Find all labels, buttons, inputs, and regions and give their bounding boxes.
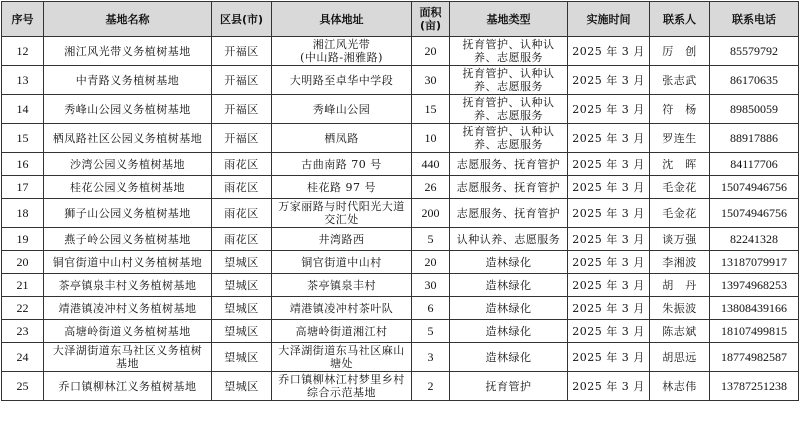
cell-phone: 88917886 <box>710 124 799 153</box>
cell-area: 30 <box>412 66 450 95</box>
cell-contact: 罗连生 <box>650 124 710 153</box>
cell-address: 桂花路 97 号 <box>272 176 412 199</box>
header-address: 具体地址 <box>272 2 412 37</box>
cell-no: 25 <box>2 372 44 401</box>
cell-name: 铜官街道中山村义务植树基地 <box>44 251 212 274</box>
cell-address: 高塘岭街道湘江村 <box>272 320 412 343</box>
cell-contact: 沈 晖 <box>650 153 710 176</box>
cell-name: 大泽湖街道东马社区义务植树 基地 <box>44 343 212 372</box>
cell-phone: 82241328 <box>710 228 799 251</box>
cell-area: 440 <box>412 153 450 176</box>
cell-time: 2025 年 3 月 <box>568 37 650 66</box>
cell-district: 望城区 <box>212 274 272 297</box>
header-phone: 联系电话 <box>710 2 799 37</box>
cell-no: 13 <box>2 66 44 95</box>
header-type: 基地类型 <box>450 2 568 37</box>
header-row <box>2 2 799 37</box>
cell-area: 10 <box>412 124 450 153</box>
cell-phone: 84117706 <box>710 153 799 176</box>
cell-name: 中青路义务植树基地 <box>44 66 212 95</box>
cell-no: 20 <box>2 251 44 274</box>
cell-type: 造林绿化 <box>450 251 568 274</box>
cell-address: 茶亭镇泉丰村 <box>272 274 412 297</box>
cell-district: 开福区 <box>212 124 272 153</box>
cell-phone: 13787251238 <box>710 372 799 401</box>
cell-type: 抚育管护、认种认 养、志愿服务 <box>450 66 568 95</box>
cell-phone: 85579792 <box>710 37 799 66</box>
cell-time: 2025 年 3 月 <box>568 297 650 320</box>
cell-type: 抚育管护、认种认 养、志愿服务 <box>450 37 568 66</box>
table-row <box>2 343 799 372</box>
cell-contact: 胡思远 <box>650 343 710 372</box>
cell-no: 16 <box>2 153 44 176</box>
cell-phone: 13808439166 <box>710 297 799 320</box>
cell-district: 雨花区 <box>212 199 272 228</box>
cell-phone: 86170635 <box>710 66 799 95</box>
cell-phone: 89850059 <box>710 95 799 124</box>
table-row <box>2 124 799 153</box>
header-time: 实施时间 <box>568 2 650 37</box>
cell-no: 23 <box>2 320 44 343</box>
cell-time: 2025 年 3 月 <box>568 251 650 274</box>
cell-time: 2025 年 3 月 <box>568 95 650 124</box>
cell-area: 6 <box>412 297 450 320</box>
cell-name: 乔口镇柳林江义务植树基地 <box>44 372 212 401</box>
table-row <box>2 251 799 274</box>
cell-contact: 李湘波 <box>650 251 710 274</box>
cell-type: 认种认养、志愿服务 <box>450 228 568 251</box>
cell-time: 2025 年 3 月 <box>568 274 650 297</box>
cell-contact: 谈万强 <box>650 228 710 251</box>
cell-district: 望城区 <box>212 320 272 343</box>
cell-no: 17 <box>2 176 44 199</box>
cell-address: 乔口镇柳林江村梦里乡村 综合示范基地 <box>272 372 412 401</box>
cell-contact: 张志武 <box>650 66 710 95</box>
table-row <box>2 320 799 343</box>
cell-no: 21 <box>2 274 44 297</box>
cell-district: 雨花区 <box>212 153 272 176</box>
cell-address: 万家丽路与时代阳光大道 交汇处 <box>272 199 412 228</box>
cell-address: 井湾路西 <box>272 228 412 251</box>
cell-area: 3 <box>412 343 450 372</box>
cell-time: 2025 年 3 月 <box>568 343 650 372</box>
cell-no: 22 <box>2 297 44 320</box>
cell-address: 湘江风光带 (中山路-湘雅路) <box>272 37 412 66</box>
table-row <box>2 66 799 95</box>
cell-name: 狮子山公园义务植树基地 <box>44 199 212 228</box>
cell-contact: 符 杨 <box>650 95 710 124</box>
cell-contact: 厉 创 <box>650 37 710 66</box>
header-district: 区县(市) <box>212 2 272 37</box>
cell-type: 抚育管护、认种认 养、志愿服务 <box>450 124 568 153</box>
cell-district: 望城区 <box>212 343 272 372</box>
cell-address: 秀峰山公园 <box>272 95 412 124</box>
cell-address: 栖凤路 <box>272 124 412 153</box>
table-body <box>2 37 799 401</box>
cell-time: 2025 年 3 月 <box>568 199 650 228</box>
header-area: 面积 (亩) <box>412 2 450 37</box>
cell-type: 造林绿化 <box>450 297 568 320</box>
cell-contact: 胡 丹 <box>650 274 710 297</box>
cell-area: 15 <box>412 95 450 124</box>
cell-time: 2025 年 3 月 <box>568 228 650 251</box>
cell-time: 2025 年 3 月 <box>568 176 650 199</box>
cell-type: 志愿服务、抚育管护 <box>450 199 568 228</box>
cell-name: 茶亭镇泉丰村义务植树基地 <box>44 274 212 297</box>
cell-district: 望城区 <box>212 372 272 401</box>
cell-name: 沙湾公园义务植树基地 <box>44 153 212 176</box>
cell-no: 12 <box>2 37 44 66</box>
table-row <box>2 274 799 297</box>
table-row <box>2 176 799 199</box>
cell-address: 古曲南路 70 号 <box>272 153 412 176</box>
cell-time: 2025 年 3 月 <box>568 153 650 176</box>
header-no: 序号 <box>2 2 44 37</box>
cell-time: 2025 年 3 月 <box>568 372 650 401</box>
cell-phone: 15074946756 <box>710 176 799 199</box>
cell-name: 桂花公园义务植树基地 <box>44 176 212 199</box>
cell-area: 20 <box>412 37 450 66</box>
planting-base-table <box>1 1 799 401</box>
cell-contact: 林志伟 <box>650 372 710 401</box>
cell-area: 5 <box>412 320 450 343</box>
cell-area: 200 <box>412 199 450 228</box>
cell-no: 24 <box>2 343 44 372</box>
cell-address: 大泽湖街道东马社区麻山 塘处 <box>272 343 412 372</box>
cell-type: 志愿服务、抚育管护 <box>450 153 568 176</box>
cell-contact: 陈志斌 <box>650 320 710 343</box>
header-contact: 联系人 <box>650 2 710 37</box>
table-row <box>2 153 799 176</box>
cell-contact: 毛金花 <box>650 199 710 228</box>
cell-address: 大明路至卓华中学段 <box>272 66 412 95</box>
cell-area: 26 <box>412 176 450 199</box>
cell-time: 2025 年 3 月 <box>568 124 650 153</box>
cell-phone: 13187079917 <box>710 251 799 274</box>
cell-time: 2025 年 3 月 <box>568 320 650 343</box>
cell-name: 靖港镇凌冲村义务植树基地 <box>44 297 212 320</box>
cell-district: 望城区 <box>212 297 272 320</box>
cell-district: 望城区 <box>212 251 272 274</box>
cell-no: 19 <box>2 228 44 251</box>
cell-type: 抚育管护、认种认 养、志愿服务 <box>450 95 568 124</box>
table-row <box>2 372 799 401</box>
header-name: 基地名称 <box>44 2 212 37</box>
cell-type: 志愿服务、抚育管护 <box>450 176 568 199</box>
cell-area: 30 <box>412 274 450 297</box>
cell-type: 造林绿化 <box>450 274 568 297</box>
cell-address: 靖港镇凌冲村茶叶队 <box>272 297 412 320</box>
cell-name: 燕子岭公园义务植树基地 <box>44 228 212 251</box>
cell-district: 开福区 <box>212 95 272 124</box>
cell-no: 15 <box>2 124 44 153</box>
cell-area: 20 <box>412 251 450 274</box>
cell-contact: 毛金花 <box>650 176 710 199</box>
cell-no: 14 <box>2 95 44 124</box>
cell-name: 高塘岭街道义务植树基地 <box>44 320 212 343</box>
cell-area: 5 <box>412 228 450 251</box>
cell-phone: 15074946756 <box>710 199 799 228</box>
table-row <box>2 37 799 66</box>
cell-phone: 18107499815 <box>710 320 799 343</box>
cell-district: 开福区 <box>212 37 272 66</box>
cell-phone: 13974968253 <box>710 274 799 297</box>
cell-name: 栖凤路社区公园义务植树基地 <box>44 124 212 153</box>
cell-district: 雨花区 <box>212 176 272 199</box>
table-row <box>2 297 799 320</box>
table-row <box>2 95 799 124</box>
cell-type: 造林绿化 <box>450 343 568 372</box>
table-row <box>2 199 799 228</box>
cell-time: 2025 年 3 月 <box>568 66 650 95</box>
cell-address: 铜官街道中山村 <box>272 251 412 274</box>
cell-name: 秀峰山公园义务植树基地 <box>44 95 212 124</box>
cell-name: 湘江风光带义务植树基地 <box>44 37 212 66</box>
cell-district: 雨花区 <box>212 228 272 251</box>
cell-district: 开福区 <box>212 66 272 95</box>
cell-type: 抚育管护 <box>450 372 568 401</box>
cell-type: 造林绿化 <box>450 320 568 343</box>
cell-area: 2 <box>412 372 450 401</box>
cell-phone: 18774982587 <box>710 343 799 372</box>
table-row <box>2 228 799 251</box>
cell-no: 18 <box>2 199 44 228</box>
cell-contact: 朱振波 <box>650 297 710 320</box>
